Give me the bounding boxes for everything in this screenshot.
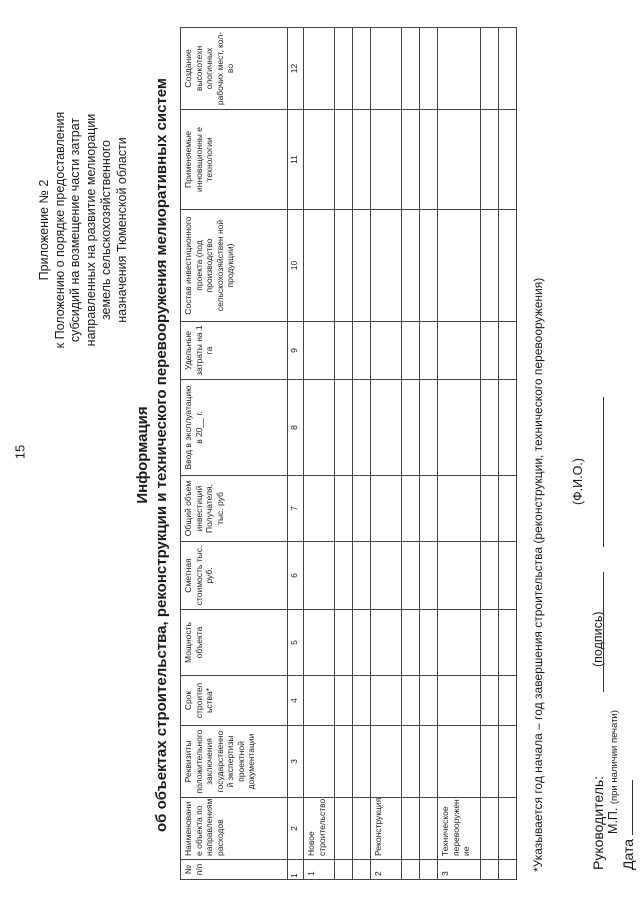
column-number: 3 [288, 726, 304, 798]
page-number: 15 [12, 444, 28, 460]
stamp-text: М.П. [606, 807, 620, 834]
row-name [353, 798, 371, 860]
table-row [335, 28, 353, 880]
column-number: 1 [288, 860, 304, 880]
row-number [481, 860, 499, 880]
col-header: № п/п [181, 860, 288, 880]
row-number [402, 860, 420, 880]
col-header: Удельные затраты на 1 га [181, 322, 288, 380]
document-sheet [33, 20, 636, 890]
document-title [133, 20, 171, 890]
col-header: Сметная стоимость тыс. руб. [181, 542, 288, 610]
col-header: Срок строител ьства* [181, 676, 288, 726]
stamp-label [606, 710, 620, 834]
column-number-row [288, 28, 304, 880]
table-row [371, 28, 402, 880]
column-number: 9 [288, 322, 304, 380]
col-header: Ввод в эксплуатацию в 20__ г. [181, 380, 288, 476]
col-header: Мощность объекта [181, 610, 288, 676]
col-header: Создание высокотехн ологичных рабочих мест, кол-во [181, 28, 288, 110]
appendix-line: субсидий на возмещение части затрат [68, 117, 82, 343]
row-name [335, 798, 353, 860]
col-header: Общий объем инвестиций Получателя, тыс. руб [181, 476, 288, 542]
head-label: Руководитель: [590, 775, 606, 870]
row-number: 1 [304, 860, 335, 880]
fio-line [603, 397, 604, 547]
signature-line [603, 572, 604, 692]
column-number: 10 [288, 210, 304, 322]
appendix-line: назначения Тюменской области [114, 137, 129, 323]
row-name [402, 798, 420, 860]
signature-caption: (подпись) [591, 611, 605, 667]
row-name [499, 798, 517, 860]
row-name: Реконструкция [371, 798, 402, 860]
col-header: Наименовани е объекта по направлениям расходов [181, 798, 288, 860]
column-number: 7 [288, 476, 304, 542]
row-name [481, 798, 499, 860]
col-header: Применяемые инновационны е технологии [181, 110, 288, 210]
table-row [438, 28, 481, 880]
table-row [402, 28, 420, 880]
table-row [420, 28, 438, 880]
table-row [353, 28, 371, 880]
table-row [499, 28, 517, 880]
row-number [499, 860, 517, 880]
date-label: Дата [620, 838, 636, 870]
row-name: Техническое перевооружен ие [438, 798, 481, 860]
row-number [335, 860, 353, 880]
stamp-note: (при наличии печати) [609, 710, 620, 805]
column-number: 4 [288, 676, 304, 726]
col-header: Состав инвестиционного проекта (под производство сельскохозяйствен ной продукции) [181, 210, 288, 322]
appendix-line: направленных на развитие мелиорации [83, 113, 98, 347]
column-number: 5 [288, 610, 304, 676]
column-number: 11 [288, 110, 304, 210]
row-number [353, 860, 371, 880]
row-number: 3 [438, 860, 481, 880]
header-row [181, 28, 288, 880]
appendix-line: Приложение № 2 [37, 179, 51, 281]
title-line: Информация [134, 406, 151, 504]
table-row [304, 28, 335, 880]
appendix-line: к Положению о порядке предоставления [52, 111, 67, 349]
row-number [420, 860, 438, 880]
row-name: Новое строительство [304, 798, 335, 860]
row-number: 2 [371, 860, 402, 880]
column-number: 2 [288, 798, 304, 860]
date-line [632, 780, 633, 835]
column-number: 6 [288, 542, 304, 610]
table-row [481, 28, 499, 880]
col-header: Реквизиты положительного заключения государственно й экспертизы проектной документации [181, 726, 288, 798]
column-number: 8 [288, 380, 304, 476]
date-field [620, 780, 636, 870]
objects-table [180, 27, 517, 880]
fio-caption: (Ф.И.О.) [571, 458, 585, 505]
title-line: об объектах строительства, реконструкции и технического перевооружения мелиоративных систем [153, 77, 170, 833]
appendix-note [37, 50, 130, 410]
signature-block [555, 22, 636, 882]
appendix-line: земель сельскохозяйственного [99, 139, 113, 321]
row-name [420, 798, 438, 860]
column-number: 12 [288, 28, 304, 110]
footnote: *Указывается год начала – год завершения строительства (реконструкции, технического перевооружения) [531, 277, 545, 872]
